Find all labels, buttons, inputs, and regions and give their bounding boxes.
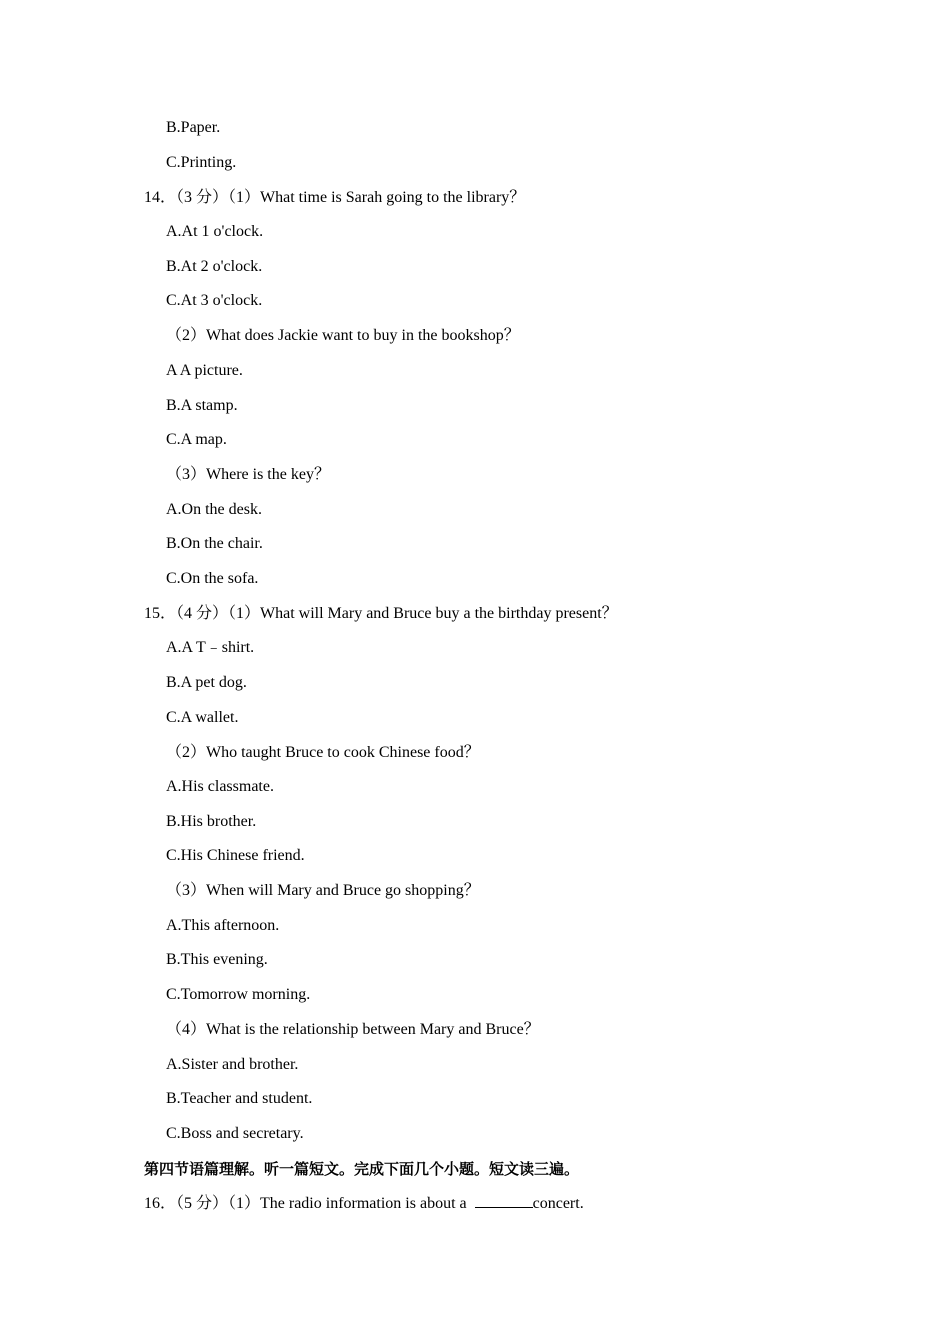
q14-2-option-c: C.A map. xyxy=(166,431,227,448)
q15-4-option-c: C.Boss and secretary. xyxy=(166,1125,304,1142)
q15-2-option-c: C.His Chinese friend. xyxy=(166,847,305,864)
q13-option-c: C.Printing. xyxy=(166,154,237,171)
q14-3-option-c: C.On the sofa. xyxy=(166,570,259,587)
q14-heading: 14．（3 分）（1）What time is Sarah going to the library？ xyxy=(144,189,526,206)
q15-3-question: （3）When will Mary and Bruce go shopping？ xyxy=(166,882,480,899)
q15-4-option-a: A.Sister and brother. xyxy=(166,1056,299,1073)
q15-1-option-b: B.A pet dog. xyxy=(166,674,247,691)
q15-1-option-c: C.A wallet. xyxy=(166,709,239,726)
q15-3-option-b: B.This evening. xyxy=(166,951,268,968)
q13-option-b: B.Paper. xyxy=(166,119,221,136)
q14-1-option-a: A.At 1 o'clock. xyxy=(166,223,264,240)
q14-2-option-a: A A picture. xyxy=(166,362,243,379)
q15-2-option-b: B.His brother. xyxy=(166,813,257,830)
q14-3-question: （3）Where is the key？ xyxy=(166,466,330,483)
q14-1-option-b: B.At 2 o'clock. xyxy=(166,258,263,275)
q15-4-option-b: B.Teacher and student. xyxy=(166,1090,313,1107)
q14-2-option-b: B.A stamp. xyxy=(166,397,238,414)
q15-4-question: （4）What is the relationship between Mary and Bruce？ xyxy=(166,1021,540,1038)
q15-2-option-a: A.His classmate. xyxy=(166,778,274,795)
section-4-title: 第四节语篇理解。听一篇短文。完成下面几个小题。短文读三遍。 xyxy=(144,1160,580,1178)
q14-1-option-c: C.At 3 o'clock. xyxy=(166,292,263,309)
q16-answer-blank[interactable] xyxy=(475,1193,533,1208)
q14-3-option-b: B.On the chair. xyxy=(166,535,263,552)
q16-heading xyxy=(144,1193,584,1214)
q15-1-option-a: A.A T﹣shirt. xyxy=(166,639,255,656)
q15-3-option-a: A.This afternoon. xyxy=(166,917,280,934)
q15-3-option-c: C.Tomorrow morning. xyxy=(166,986,311,1003)
q14-3-option-a: A.On the desk. xyxy=(166,501,262,518)
q16-question-text: 16．（5 分）（1）The radio information is about a xyxy=(144,1195,467,1212)
q15-2-question: （2）Who taught Bruce to cook Chinese food？ xyxy=(166,744,480,761)
q15-heading: 15．（4 分）（1）What will Mary and Bruce buy a the birthday present？ xyxy=(144,605,618,622)
q16-question-tail: concert. xyxy=(532,1195,584,1212)
q14-2-question: （2）What does Jackie want to buy in the bookshop？ xyxy=(166,327,520,344)
